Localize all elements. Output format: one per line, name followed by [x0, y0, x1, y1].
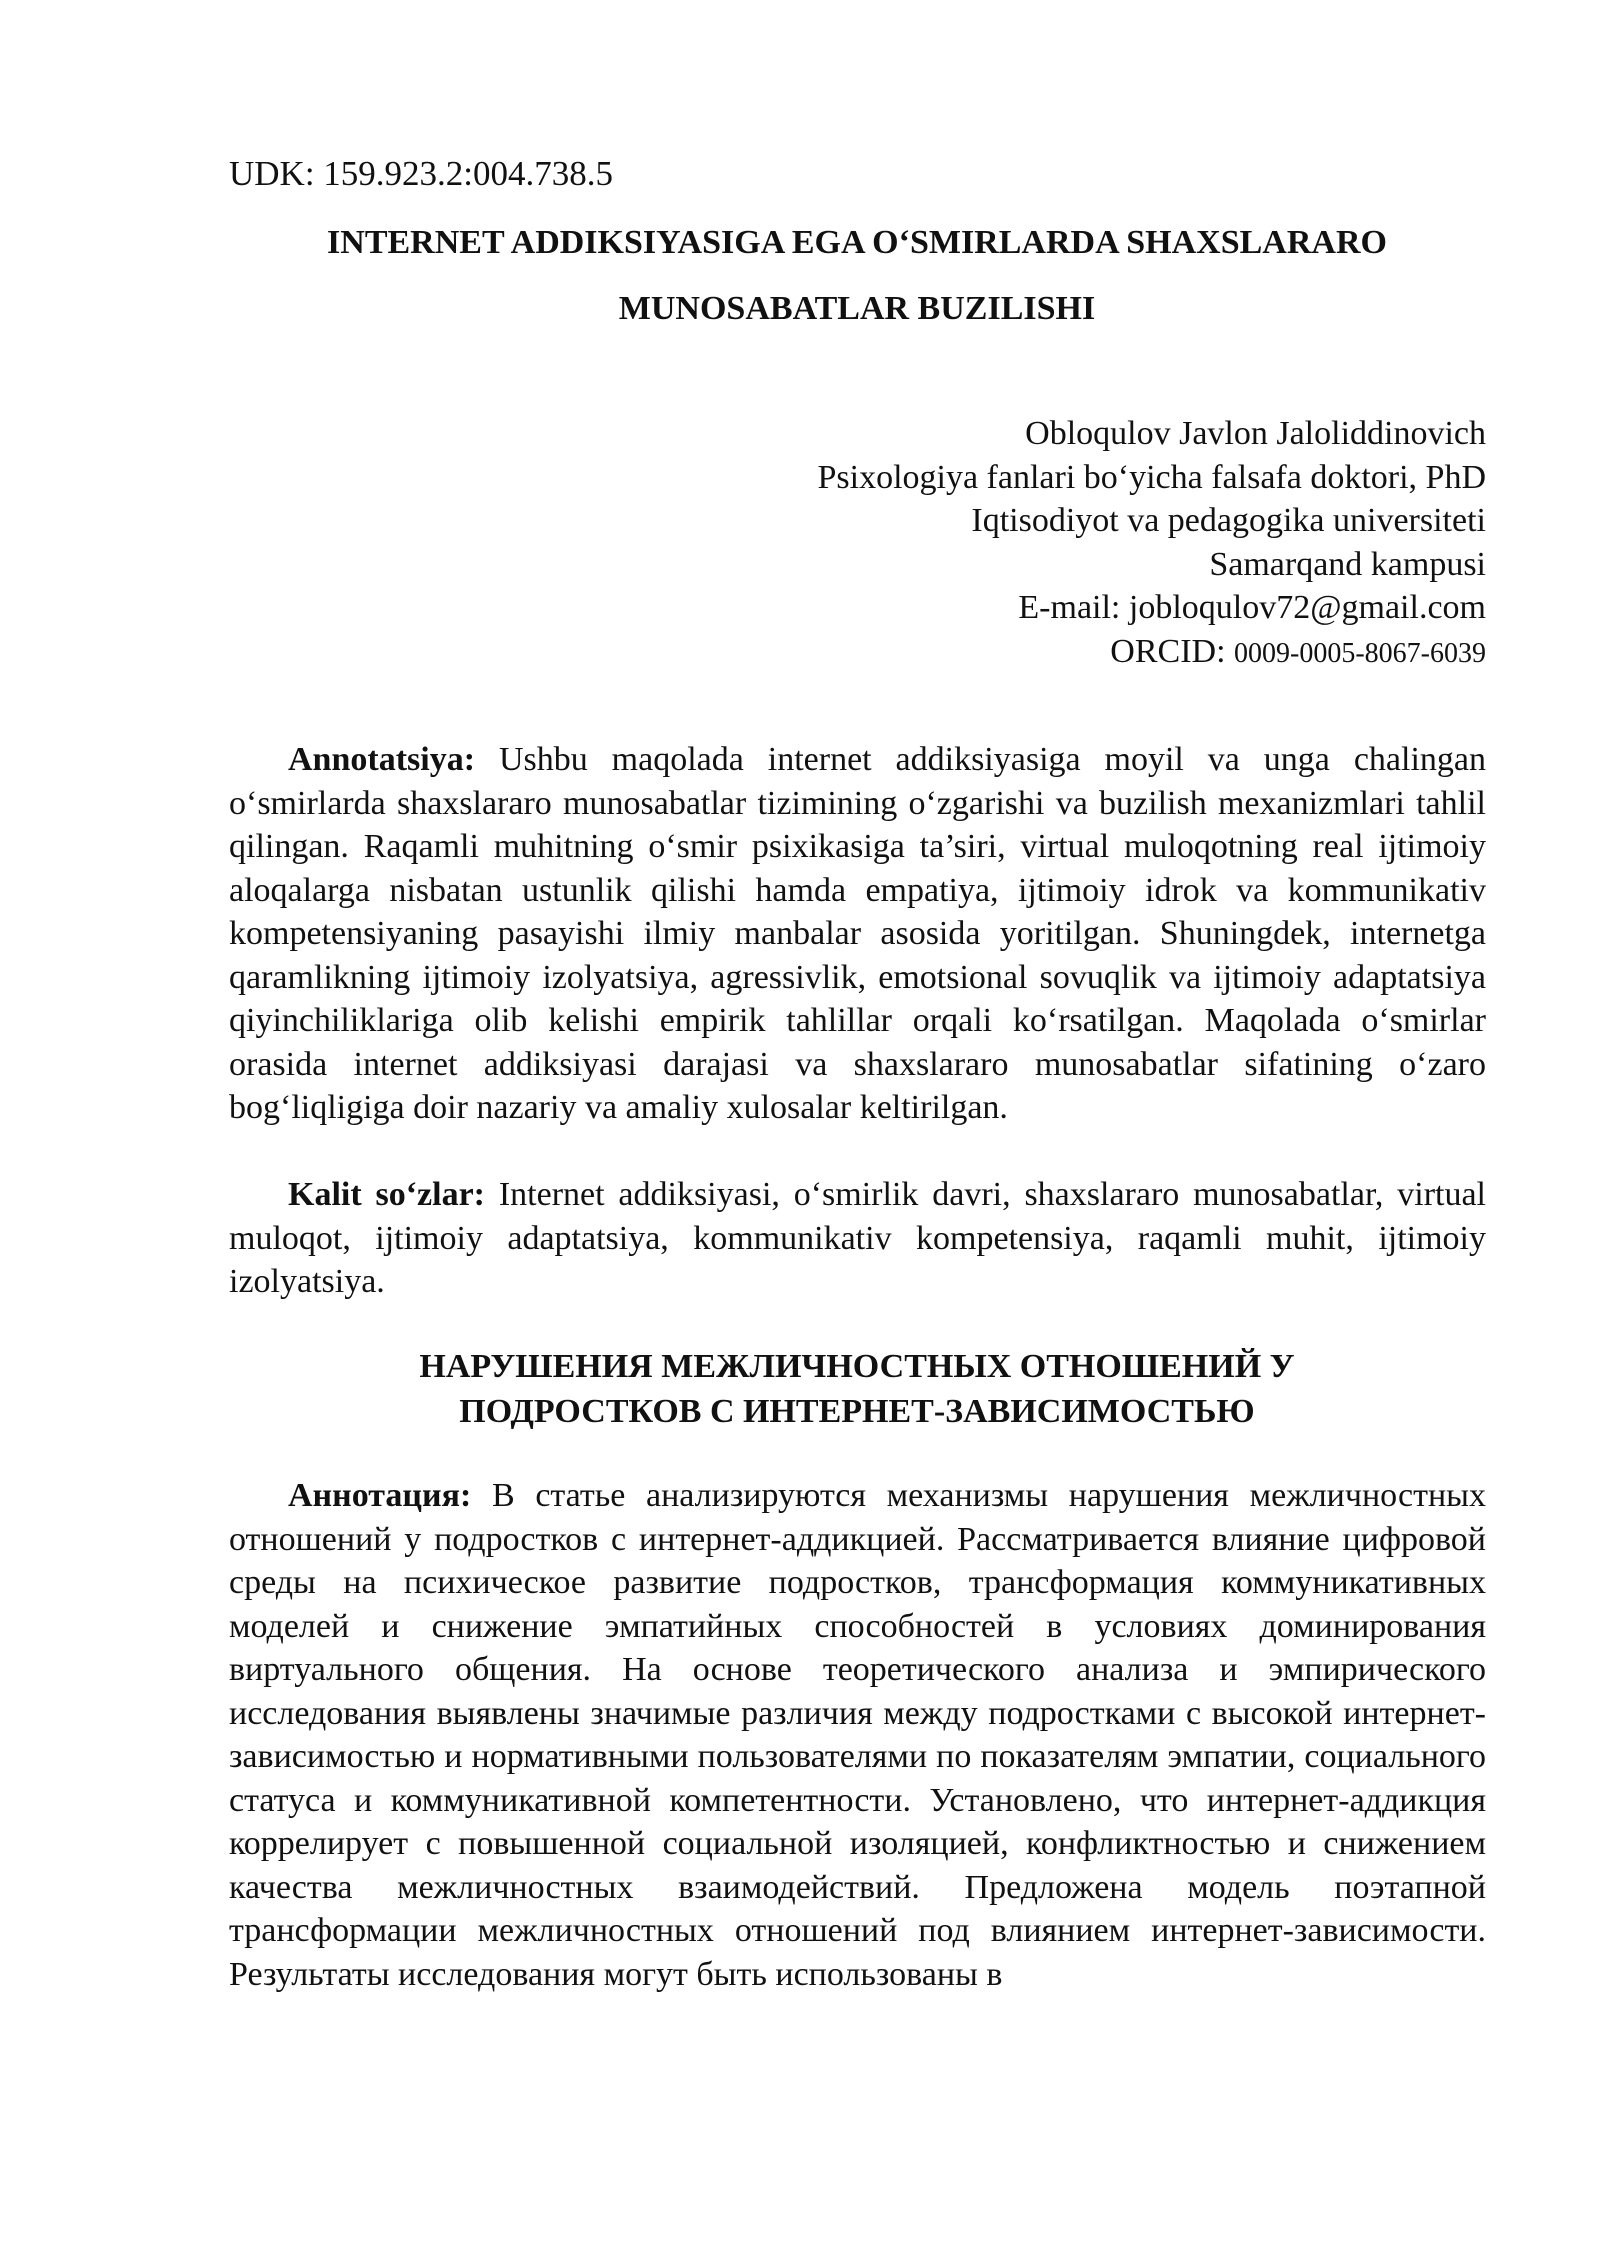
title-ru-line-2: ПОДРОСТКОВ С ИНТЕРНЕТ-ЗАВИСИМОСТЬЮ: [459, 1393, 1255, 1430]
author-name: Obloqulov Javlon Jaloliddinovich: [1025, 415, 1486, 452]
author-university: Iqtisodiyot va pedagogika universiteti: [971, 502, 1486, 539]
abstract-ru-label: Аннотация:: [288, 1477, 472, 1514]
title-uz-line-1: INTERNET ADDIKSIYASIGA EGA O‘SMIRLARDA SHAXSLARARO: [327, 224, 1387, 261]
abstract-uz-label: Annotatsiya:: [288, 741, 476, 778]
abstract-uz: [229, 738, 1486, 1130]
title-ru-line-1: НАРУШЕНИЯ МЕЖЛИЧНОСТНЫХ ОТНОШЕНИЙ У: [419, 1348, 1295, 1385]
author-campus: Samarqand kampusi: [1209, 545, 1486, 583]
orcid-label: ORCID:: [1110, 632, 1235, 670]
keywords-uz: [229, 1173, 1486, 1304]
article-title-ru: [229, 1344, 1485, 1434]
author-block: [586, 412, 1486, 675]
abstract-ru: [229, 1474, 1486, 1996]
keywords-uz-label: Kalit so‘zlar:: [288, 1176, 486, 1213]
author-orcid: [586, 630, 1486, 676]
abstract-uz-text: Ushbu maqolada internet addiksiyasiga moyil va unga chalingan o‘smirlarda shaxslararo munosabatlar tizimining o‘zgarishi va buzilish mexanizmlari tahlil qilingan. Raqamli muhitning o‘smir psixikasiga ta’siri, virtual muloqotning real ijtimoiy aloqalarga nisbatan ustunlik qilishi hamda empatiya, ijtimoiy idrok va kommunikativ kompetensiyaning pasayishi ilmiy manbalar asosida yoritilgan. Shuningdek, internetga qaramlikning ijtimoiy izolyatsiya, agressivlik, emotsional sovuqlik va ijtimoiy adaptatsiya qiyinchiliklariga olib kelishi empirik tahlillar orqali ko‘rsatilgan. Maqolada o‘smirlar orasida internet addiksiyasi darajasi va shaxslararo munosabatlar sifatining o‘zaro bog‘liqligiga doir nazariy va amaliy xulosalar keltirilgan.: [229, 741, 1486, 1126]
abstract-ru-text: В статье анализируются механизмы нарушения межличностных отношений у подростков с интернет-аддикцией. Рассматривается влияние цифровой среды на психическое развитие подростков, трансформация коммуникативных моделей и снижение эмпатийных способностей в условиях доминирования виртуального общения. На основе теоретического анализа и эмпирического исследования выявлены значимые различия между подростками с высокой интернет-зависимостью и нормативными пользователями по показателям эмпатии, социального статуса и коммуникативной компетентности. Установлено, что интернет-аддикция коррелирует с повышенной социальной изоляцией, конфликтностью и снижением качества межличностных взаимодействий. Предложена модель поэтапной трансформации межличностных отношений под влиянием интернет-зависимости. Результаты исследования могут быть использованы в: [229, 1477, 1486, 1993]
author-degree: Psixologiya fanlari bo‘yicha falsafa doktori, PhD: [817, 458, 1486, 496]
orcid-number: 0009-0005-8067-6039: [1234, 637, 1486, 669]
article-title-uz: [229, 210, 1485, 342]
keywords-uz-text: Internet addiksiyasi, o‘smirlik davri, shaxslararo munosabatlar, virtual muloqot, ijtimoiy adaptatsiya, kommunikativ kompetensiya, raqamli muhit, ijtimoiy izolyatsiya.: [229, 1176, 1486, 1300]
title-uz-line-2: MUNOSABATLAR BUZILISHI: [618, 290, 1096, 327]
author-email: E-mail: jobloqulov72@gmail.com: [1018, 589, 1486, 626]
udk-code: UDK: 159.923.2:004.738.5: [229, 154, 614, 193]
